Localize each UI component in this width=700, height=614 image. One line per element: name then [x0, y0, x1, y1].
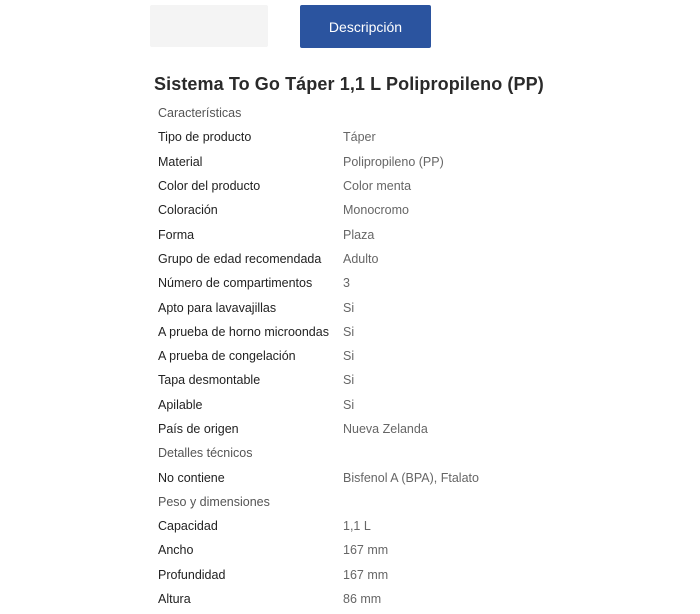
spec-row: [158, 514, 558, 538]
spec-value: Si: [343, 300, 355, 315]
spec-section-heading: [158, 101, 558, 125]
spec-value: Plaza: [343, 227, 375, 242]
spec-label: Coloración: [158, 203, 218, 218]
spec-value: 167 mm: [343, 543, 389, 558]
spec-row: [158, 222, 558, 246]
spec-label: Material: [158, 154, 203, 169]
spec-row: [158, 174, 558, 198]
spec-value: Color menta: [343, 179, 412, 194]
spec-value: Bisfenol A (BPA), Ftalato: [343, 470, 479, 485]
spec-row: [158, 417, 558, 441]
spec-label: Profundidad: [158, 567, 226, 582]
spec-value: Si: [343, 349, 355, 364]
tab-inactive[interactable]: [150, 5, 268, 47]
spec-value: Monocromo: [343, 203, 409, 218]
spec-value: Adulto: [343, 251, 379, 266]
spec-label: Forma: [158, 227, 195, 242]
spec-label: Altura: [158, 592, 191, 607]
spec-row: [158, 587, 558, 611]
spec-row: [158, 344, 558, 368]
spec-value: 167 mm: [343, 567, 389, 582]
spec-value: 3: [343, 276, 350, 291]
spec-value: Si: [343, 324, 355, 339]
spec-label: Tapa desmontable: [158, 373, 261, 388]
spec-row: [158, 247, 558, 271]
spec-row: [158, 125, 558, 149]
specifications-table: [158, 101, 558, 611]
spec-row: [158, 368, 558, 392]
spec-value: Si: [343, 397, 355, 412]
spec-row: [158, 563, 558, 587]
spec-section-label: Peso y dimensiones: [158, 494, 270, 509]
spec-label: Tipo de producto: [158, 130, 252, 145]
spec-value: Táper: [343, 130, 376, 145]
product-title: Sistema To Go Táper 1,1 L Polipropileno (PP): [154, 74, 544, 94]
spec-label: No contiene: [158, 470, 225, 485]
spec-label: Grupo de edad recomendada: [158, 251, 322, 266]
spec-label: Capacidad: [158, 519, 218, 534]
spec-label: A prueba de horno microondas: [158, 324, 329, 339]
spec-value: Polipropileno (PP): [343, 154, 444, 169]
spec-label: Apilable: [158, 397, 203, 412]
spec-label: Ancho: [158, 543, 194, 558]
spec-label: Apto para lavavajillas: [158, 300, 277, 315]
spec-label: Número de compartimentos: [158, 276, 313, 291]
spec-row: [158, 465, 558, 489]
spec-value: 1,1 L: [343, 519, 371, 534]
spec-row: [158, 320, 558, 344]
spec-section-heading: [158, 441, 558, 465]
spec-value: 86 mm: [343, 592, 382, 607]
tab-descripcion[interactable]: Descripción: [300, 5, 431, 48]
spec-section-label: Detalles técnicos: [158, 446, 253, 461]
spec-section-heading: [158, 490, 558, 514]
spec-row: [158, 150, 558, 174]
spec-label: País de origen: [158, 422, 239, 436]
spec-value: Si: [343, 373, 355, 388]
spec-label: A prueba de congelación: [158, 349, 296, 364]
spec-label: Color del producto: [158, 179, 261, 194]
spec-row: [158, 295, 558, 319]
spec-section-label: Características: [158, 106, 242, 121]
spec-row: [158, 538, 558, 562]
spec-row: [158, 271, 558, 295]
spec-row: [158, 393, 558, 417]
tab-bar: [0, 0, 700, 50]
spec-value: Nueva Zelanda: [343, 422, 428, 436]
spec-row: [158, 198, 558, 222]
